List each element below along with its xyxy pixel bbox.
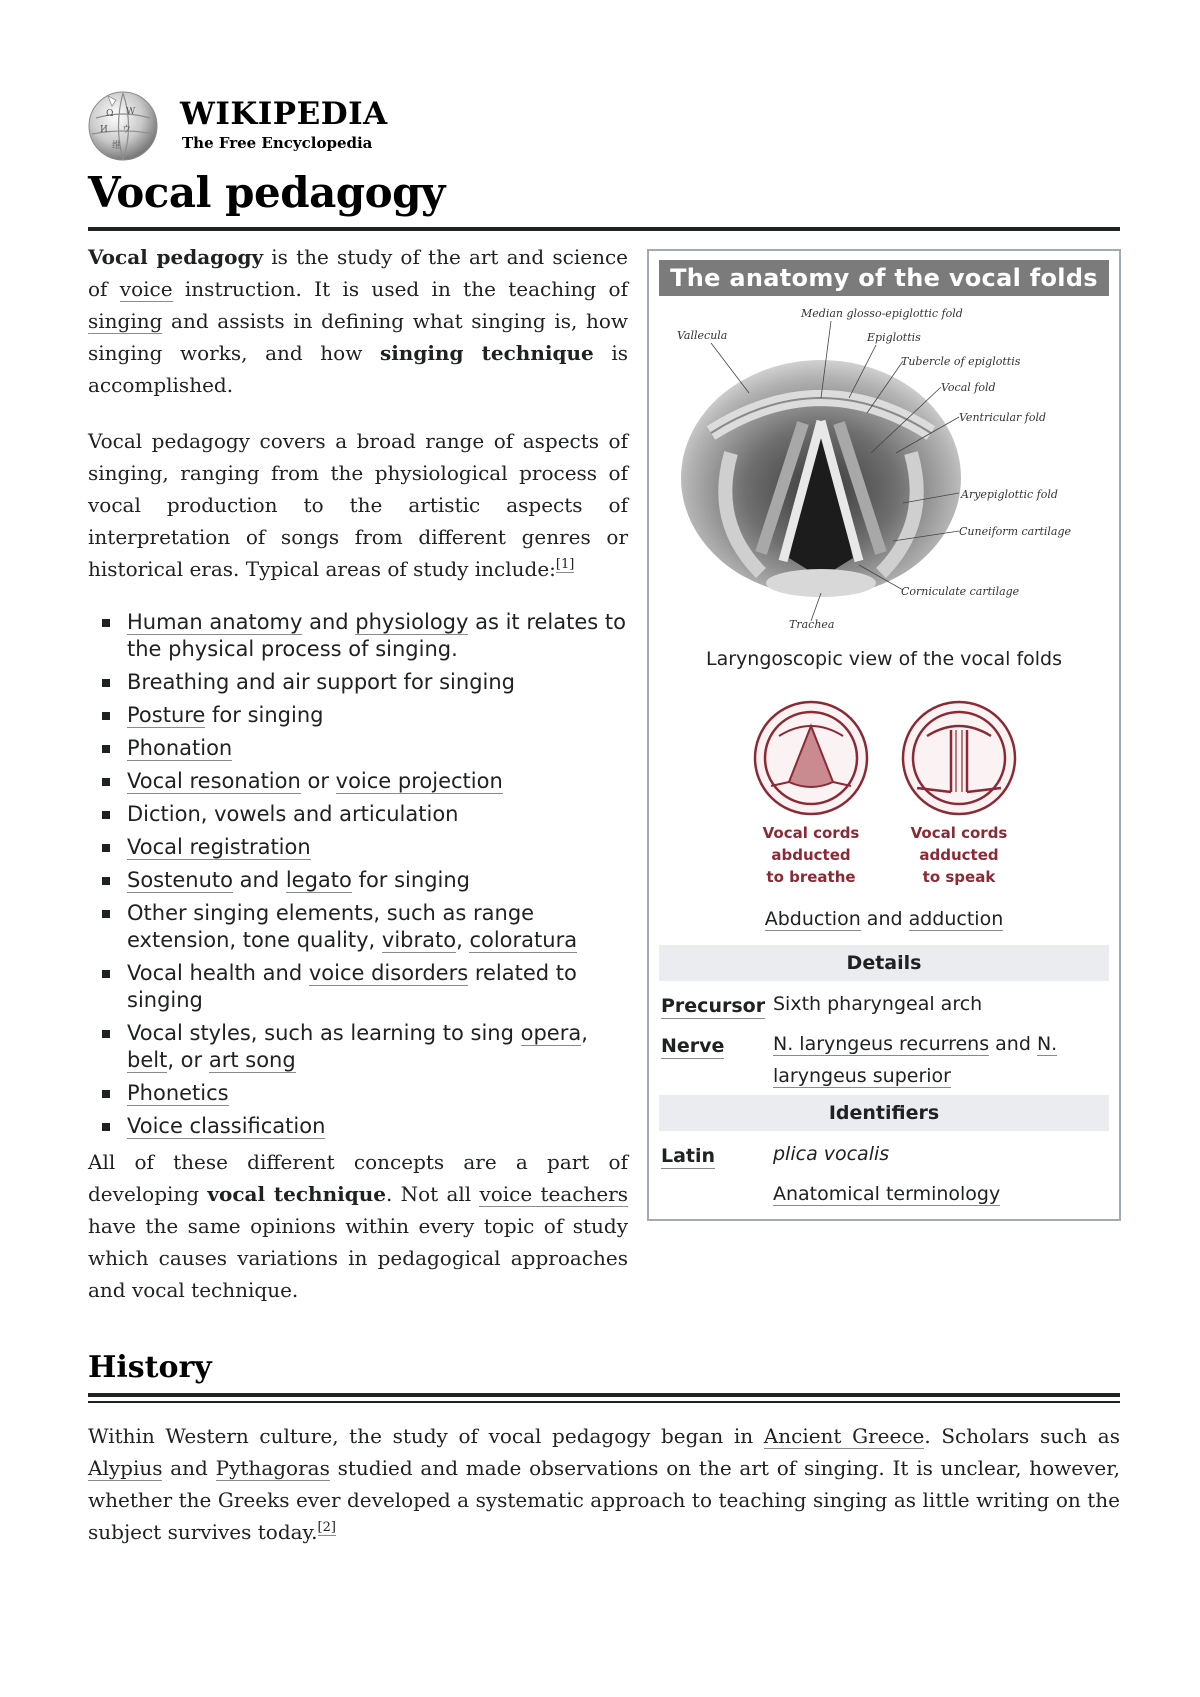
text: and [989, 1033, 1037, 1055]
identifiers-header: Identifiers [659, 1095, 1109, 1131]
globe-glyph-4: 维 [112, 141, 122, 151]
text: and [302, 610, 356, 634]
image-caption-2 [649, 908, 1119, 930]
label-epiglottis: Epiglottis [867, 331, 921, 344]
lead-section [88, 241, 628, 1330]
latin-value: plica vocalis [773, 1143, 890, 1165]
lead-paragraph-2 [88, 425, 628, 585]
terminology-row [773, 1178, 1093, 1210]
text: Vocal styles, such as learning to sing [127, 1021, 521, 1045]
text: studied and made observations on the art of singing. It is unclear, however, whether the Greeks ever developed a systematic approach to teaching singing as little writing on the subject survives today. [88, 1456, 1120, 1544]
bold-term-vocal-technique: vocal technique [207, 1182, 386, 1206]
section-heading-history: History [88, 1350, 212, 1385]
text: and [232, 868, 286, 892]
precursor-label: Precursor [661, 995, 766, 1017]
label-ventricular-fold: Ventricular fold [959, 411, 1047, 424]
list-item [88, 735, 628, 762]
list-item [88, 609, 628, 663]
list-item [88, 1020, 628, 1074]
link-posture[interactable]: Posture [127, 703, 206, 727]
text: Vocal pedagogy covers a broad range of aspects of singing, ranging from the physiological process of vocal production to the artistic aspects of interpretation of songs from different genres or historical eras. Typical areas of study include: [88, 429, 628, 581]
globe-glyph-1: W [126, 107, 136, 117]
bold-term-technique: singing technique [379, 341, 594, 365]
link-voice-classification[interactable]: Voice classification [127, 1114, 326, 1138]
label-abducted-line3: to breathe [766, 868, 856, 886]
wikipedia-puzzle-globe-icon [86, 88, 160, 162]
text: Within Western culture, the study of vocal pedagogy began in [88, 1424, 764, 1448]
link-voice-teachers[interactable]: voice teachers [479, 1182, 629, 1206]
label-cuneiform: Cuneiform cartilage [959, 525, 1072, 538]
text: is the study of the art and science of [88, 245, 628, 301]
text: . Scholars such as [924, 1424, 1120, 1448]
nerve-value [773, 1028, 1093, 1092]
page-title: Vocal pedagogy [88, 168, 445, 217]
reference-2[interactable]: [2] [317, 1520, 336, 1535]
link-singing[interactable]: singing [88, 309, 163, 333]
section-divider [88, 1393, 1120, 1397]
lead-paragraph-1 [88, 241, 628, 401]
link-phonetics[interactable]: Phonetics [127, 1081, 229, 1105]
text: for singing [351, 868, 471, 892]
link-voice-projection[interactable]: voice projection [335, 769, 503, 793]
text: All of these different concepts are a part of developing [88, 1150, 628, 1206]
label-corniculate: Corniculate cartilage [901, 585, 1020, 598]
link-n-laryngeus-recurrens[interactable]: N. laryngeus recurrens [773, 1033, 990, 1055]
list-item [88, 702, 628, 729]
list-item [88, 801, 628, 828]
text: and [860, 908, 909, 930]
label-median-fold: Median glosso-epiglottic fold [801, 307, 963, 320]
label-adducted-line1: Vocal cords [910, 824, 1008, 842]
link-adduction[interactable]: adduction [908, 908, 1004, 930]
list-item [88, 960, 628, 1014]
text: as it relates to the physical process of singing. [127, 610, 626, 661]
text: , [456, 928, 470, 952]
infobox [647, 249, 1121, 1221]
link-human-anatomy[interactable]: Human anatomy [127, 610, 303, 634]
bold-term: Vocal pedagogy [88, 245, 264, 269]
text: and [162, 1456, 216, 1480]
link-vibrato[interactable]: vibrato [381, 928, 457, 952]
link-voice-disorders[interactable]: voice disorders [308, 961, 469, 985]
section-divider [88, 1401, 1120, 1403]
list-item [88, 1113, 628, 1140]
details-header: Details [659, 945, 1109, 981]
latin-label: Latin [661, 1145, 716, 1167]
label-abducted-line2: abducted [771, 846, 851, 864]
link-voice[interactable]: voice [119, 277, 173, 301]
study-areas-list [88, 609, 628, 1140]
text: , [581, 1021, 588, 1045]
link-art-song[interactable]: art song [208, 1048, 296, 1072]
logo-tagline: The Free Encyclopedia [182, 134, 373, 152]
wikipedia-logo[interactable] [86, 88, 386, 158]
globe-glyph-0: Ω [106, 109, 114, 119]
history-paragraph [88, 1420, 1120, 1548]
precursor-value: Sixth pharyngeal arch [773, 993, 983, 1015]
laryngoscopic-view-image[interactable] [671, 303, 1101, 633]
label-adducted-line2: adducted [919, 846, 999, 864]
logo-wordmark: WIKIPEDIA [180, 96, 388, 132]
reference-1[interactable]: [1] [555, 557, 575, 572]
list-item [88, 1080, 628, 1107]
link-anatomical-terminology[interactable]: Anatomical terminology [773, 1183, 1001, 1205]
list-item [88, 900, 628, 954]
lead-paragraph-3 [88, 1146, 628, 1306]
image-caption-1: Laryngoscopic view of the vocal folds [706, 648, 1062, 670]
link-ancient-greece[interactable]: Ancient Greece [763, 1424, 925, 1448]
text: have the same opinions within every topic of study which causes variations in pedagogical approaches and vocal technique. [88, 1214, 628, 1302]
link-abduction[interactable]: Abduction [764, 908, 861, 930]
infobox-title: The anatomy of the vocal folds [659, 260, 1109, 296]
label-vocal-fold: Vocal fold [941, 381, 996, 394]
link-coloratura[interactable]: coloratura [469, 928, 578, 952]
label-aryepiglottic-fold: Aryepiglottic fold [961, 488, 1058, 501]
globe-glyph-3: ウ [122, 125, 132, 135]
text: related to singing [127, 961, 577, 1012]
link-phonation[interactable]: Phonation [127, 736, 233, 760]
link-alypius[interactable]: Alypius [88, 1456, 163, 1480]
text: Diction, vowels and articulation [127, 802, 459, 826]
label-abducted-line1: Vocal cords [762, 824, 860, 842]
link-belt[interactable]: belt [127, 1048, 168, 1072]
text: , or [167, 1048, 209, 1072]
link-legato[interactable]: legato [285, 868, 352, 892]
text: . Not all [386, 1182, 480, 1206]
link-sostenuto[interactable]: Sostenuto [127, 868, 233, 892]
label-tubercle: Tubercle of epiglottis [901, 355, 1021, 368]
globe-glyph-2: И [100, 125, 108, 135]
text: or [300, 769, 336, 793]
list-item [88, 768, 628, 795]
text: Vocal health and [127, 961, 309, 985]
text: instruction. It is used in the teaching of [172, 277, 628, 301]
list-item [88, 867, 628, 894]
nerve-label: Nerve [661, 1035, 725, 1057]
text: Breathing and air support for singing [127, 670, 515, 694]
list-item [88, 834, 628, 861]
text: for singing [205, 703, 324, 727]
vocal-cords-diagram[interactable] [731, 696, 1031, 896]
text: is accomplished. [88, 341, 628, 397]
link-n-laryngeus-superior[interactable]: N. laryngeus superior [773, 1033, 1058, 1087]
text: Other singing elements, such as range extension, tone quality, [127, 901, 535, 952]
label-trachea: Trachea [789, 618, 835, 631]
list-item [88, 669, 628, 696]
link-vocal-resonation[interactable]: Vocal resonation [127, 769, 301, 793]
text: and assists in defining what singing is, how singing works, and how [88, 309, 628, 365]
title-divider [88, 227, 1120, 231]
label-vallecula: Vallecula [677, 329, 728, 342]
label-adducted-line3: to speak [922, 868, 996, 886]
link-opera[interactable]: opera [520, 1021, 582, 1045]
link-physiology[interactable]: physiology [355, 610, 469, 634]
link-pythagoras[interactable]: Pythagoras [215, 1456, 330, 1480]
link-vocal-registration[interactable]: Vocal registration [127, 835, 311, 859]
